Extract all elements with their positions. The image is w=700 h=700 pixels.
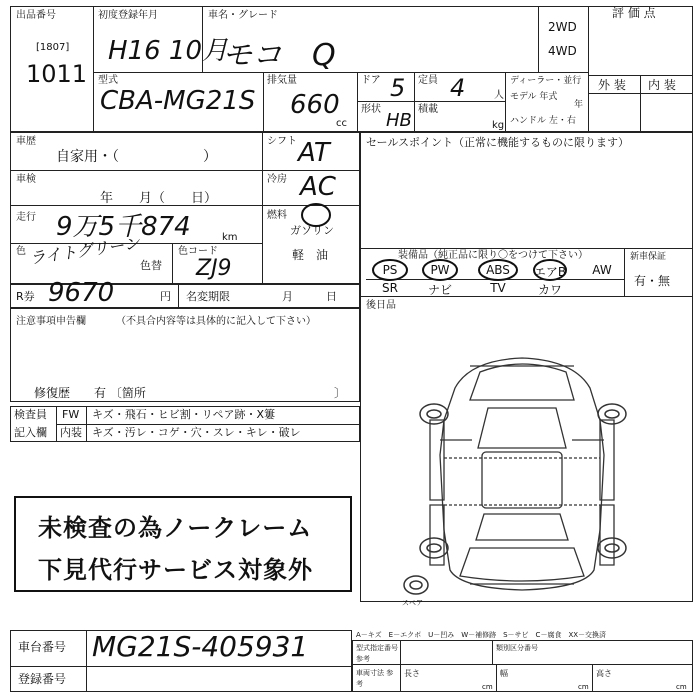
color-value: ライトグリーン	[28, 233, 141, 268]
equip-airbag: エアB	[533, 265, 567, 279]
equip-abs: ABS	[486, 263, 510, 277]
year-unit: 年	[574, 100, 584, 110]
equip-leather: カワ	[537, 283, 562, 297]
fuel-label: 燃料	[267, 210, 287, 221]
shift-label: シフト	[267, 136, 297, 147]
selling-label: セールスポイント（正常に機能するものに限ります）	[366, 136, 630, 149]
lot-label: 出品番号	[16, 10, 56, 21]
equipment-label: 装備品（純正品に限り〇をつけて下さい）	[398, 250, 588, 261]
doors-label: ドア	[361, 75, 381, 86]
divider	[352, 664, 693, 665]
ref1-label: 型式指定番号 参考	[356, 644, 398, 663]
notes-label: 注意事項申告欄	[16, 316, 86, 327]
first-reg-value: H16 10月	[108, 36, 228, 66]
width-label: 幅	[500, 669, 508, 678]
displacement-unit: cc	[336, 118, 347, 129]
handle-label: ハンドル 左・右	[510, 116, 576, 126]
capacity-value: 4	[450, 74, 466, 102]
color-label: 色	[16, 246, 26, 257]
eval-label: 評 価 点	[612, 6, 656, 20]
displacement-value: 660	[290, 90, 340, 120]
chassis-value: MG21S-405931	[92, 630, 309, 663]
later-docs-label: 後日品	[366, 300, 396, 311]
claim-line-1: 未検査の為ノークレーム	[38, 514, 313, 542]
lot-sub: [1807]	[36, 42, 70, 53]
load-label: 積載	[418, 104, 438, 115]
spare-label: スペア	[402, 599, 423, 607]
interior-label: 内 装	[648, 78, 676, 92]
chassis-label: 車台番号	[18, 640, 67, 654]
interior-text: キズ・汚レ・コゲ・穴・スレ・キレ・破レ	[92, 426, 301, 439]
new-car-label: 新車保証	[630, 252, 667, 262]
color-swap-label: 色替	[140, 259, 162, 272]
equip-tv: TV	[490, 281, 506, 295]
drive-2wd: 2WD	[548, 20, 577, 34]
equip-ps: PS	[382, 263, 398, 277]
shift-value: AT	[298, 138, 330, 168]
type-label: 型式	[98, 75, 118, 86]
ref3-label: 車両寸法 参考	[356, 669, 394, 688]
displacement-label: 排気量	[267, 75, 297, 86]
divider	[592, 664, 593, 692]
mileage-unit: km	[222, 232, 238, 243]
mileage-label: 走行	[16, 212, 36, 223]
fw-text: キズ・飛石・ヒビ割・リペア跡・X簍	[92, 408, 276, 421]
inspector-label-2: 記入欄	[14, 426, 47, 439]
name-change-value: 月 日	[282, 290, 337, 303]
color-code-value: ZJ9	[196, 256, 232, 281]
fw-label: FW	[62, 408, 80, 421]
repair-close: 〕	[334, 386, 347, 400]
legend: A－キズ E－エクボ U－凹み W－補修跡 S－サビ C－腐食 XX－交換済	[356, 631, 607, 639]
recycle-label: R券	[16, 290, 35, 303]
name-change-label: 名変期限	[186, 290, 230, 303]
ac-label: 冷房	[267, 174, 287, 185]
load-unit: kg	[492, 120, 505, 131]
recycle-unit: 円	[160, 290, 171, 303]
inspection-value: 年 月（ 日）	[100, 191, 218, 206]
type-value: CBA-MG21S	[100, 86, 256, 116]
equip-navi: ナビ	[427, 283, 452, 297]
history-value: 自家用・（ ）	[56, 149, 217, 165]
new-car-value: 有・無	[634, 274, 671, 288]
equip-pw: PW	[430, 263, 450, 277]
inspector-label-1: 検査員	[14, 408, 47, 421]
notes-hint: （不具合内容等は具体的に記入して下さい）	[116, 316, 316, 327]
exterior-label: 外 装	[598, 78, 626, 92]
length-unit: cm	[482, 683, 493, 691]
divider	[492, 640, 493, 664]
shape-value: HB	[386, 110, 412, 131]
capacity-unit: 人	[494, 90, 504, 101]
drive-4wd: 4WD	[548, 44, 577, 58]
model-label: 車名・グレード	[208, 10, 278, 21]
divider	[10, 666, 352, 667]
divider	[86, 630, 87, 692]
model-year-label: モデル 年式	[510, 92, 558, 102]
inspection-label: 車検	[16, 174, 36, 185]
lot-number: 1011	[26, 60, 88, 88]
dealer-label: ディーラー・並行	[510, 76, 582, 86]
claim-line-2: 下見代行サービス対象外	[38, 556, 313, 584]
fuel-gasoline: ガソリン	[290, 224, 334, 237]
reg-label: 登録番号	[18, 672, 67, 686]
width-unit: cm	[578, 683, 589, 691]
mileage-value: 9万5千874	[56, 212, 191, 242]
length-label: 長さ	[404, 669, 420, 678]
ref2-label: 類別区分番号	[496, 644, 538, 652]
recycle-value: 9670	[48, 278, 115, 308]
ac-value: AC	[300, 172, 336, 202]
fuel-light: 軽 油	[292, 248, 329, 262]
doors-value: 5	[390, 74, 406, 102]
history-label: 車歴	[16, 136, 36, 147]
shape-label: 形状	[361, 104, 381, 115]
capacity-label: 定員	[418, 75, 438, 86]
divider	[400, 640, 401, 692]
color-code-label: 色コード	[178, 246, 218, 257]
divider	[496, 664, 497, 692]
equip-aw: AW	[592, 263, 612, 277]
repair-label: 修復歴 有 〔箇所	[34, 386, 146, 400]
height-unit: cm	[676, 683, 687, 691]
model-value: モコ Q	[222, 38, 336, 73]
equip-sr: SR	[382, 281, 398, 295]
height-label: 高さ	[596, 669, 612, 678]
inspector-interior-label: 内装	[60, 426, 82, 439]
first-reg-label: 初度登録年月	[98, 10, 158, 21]
